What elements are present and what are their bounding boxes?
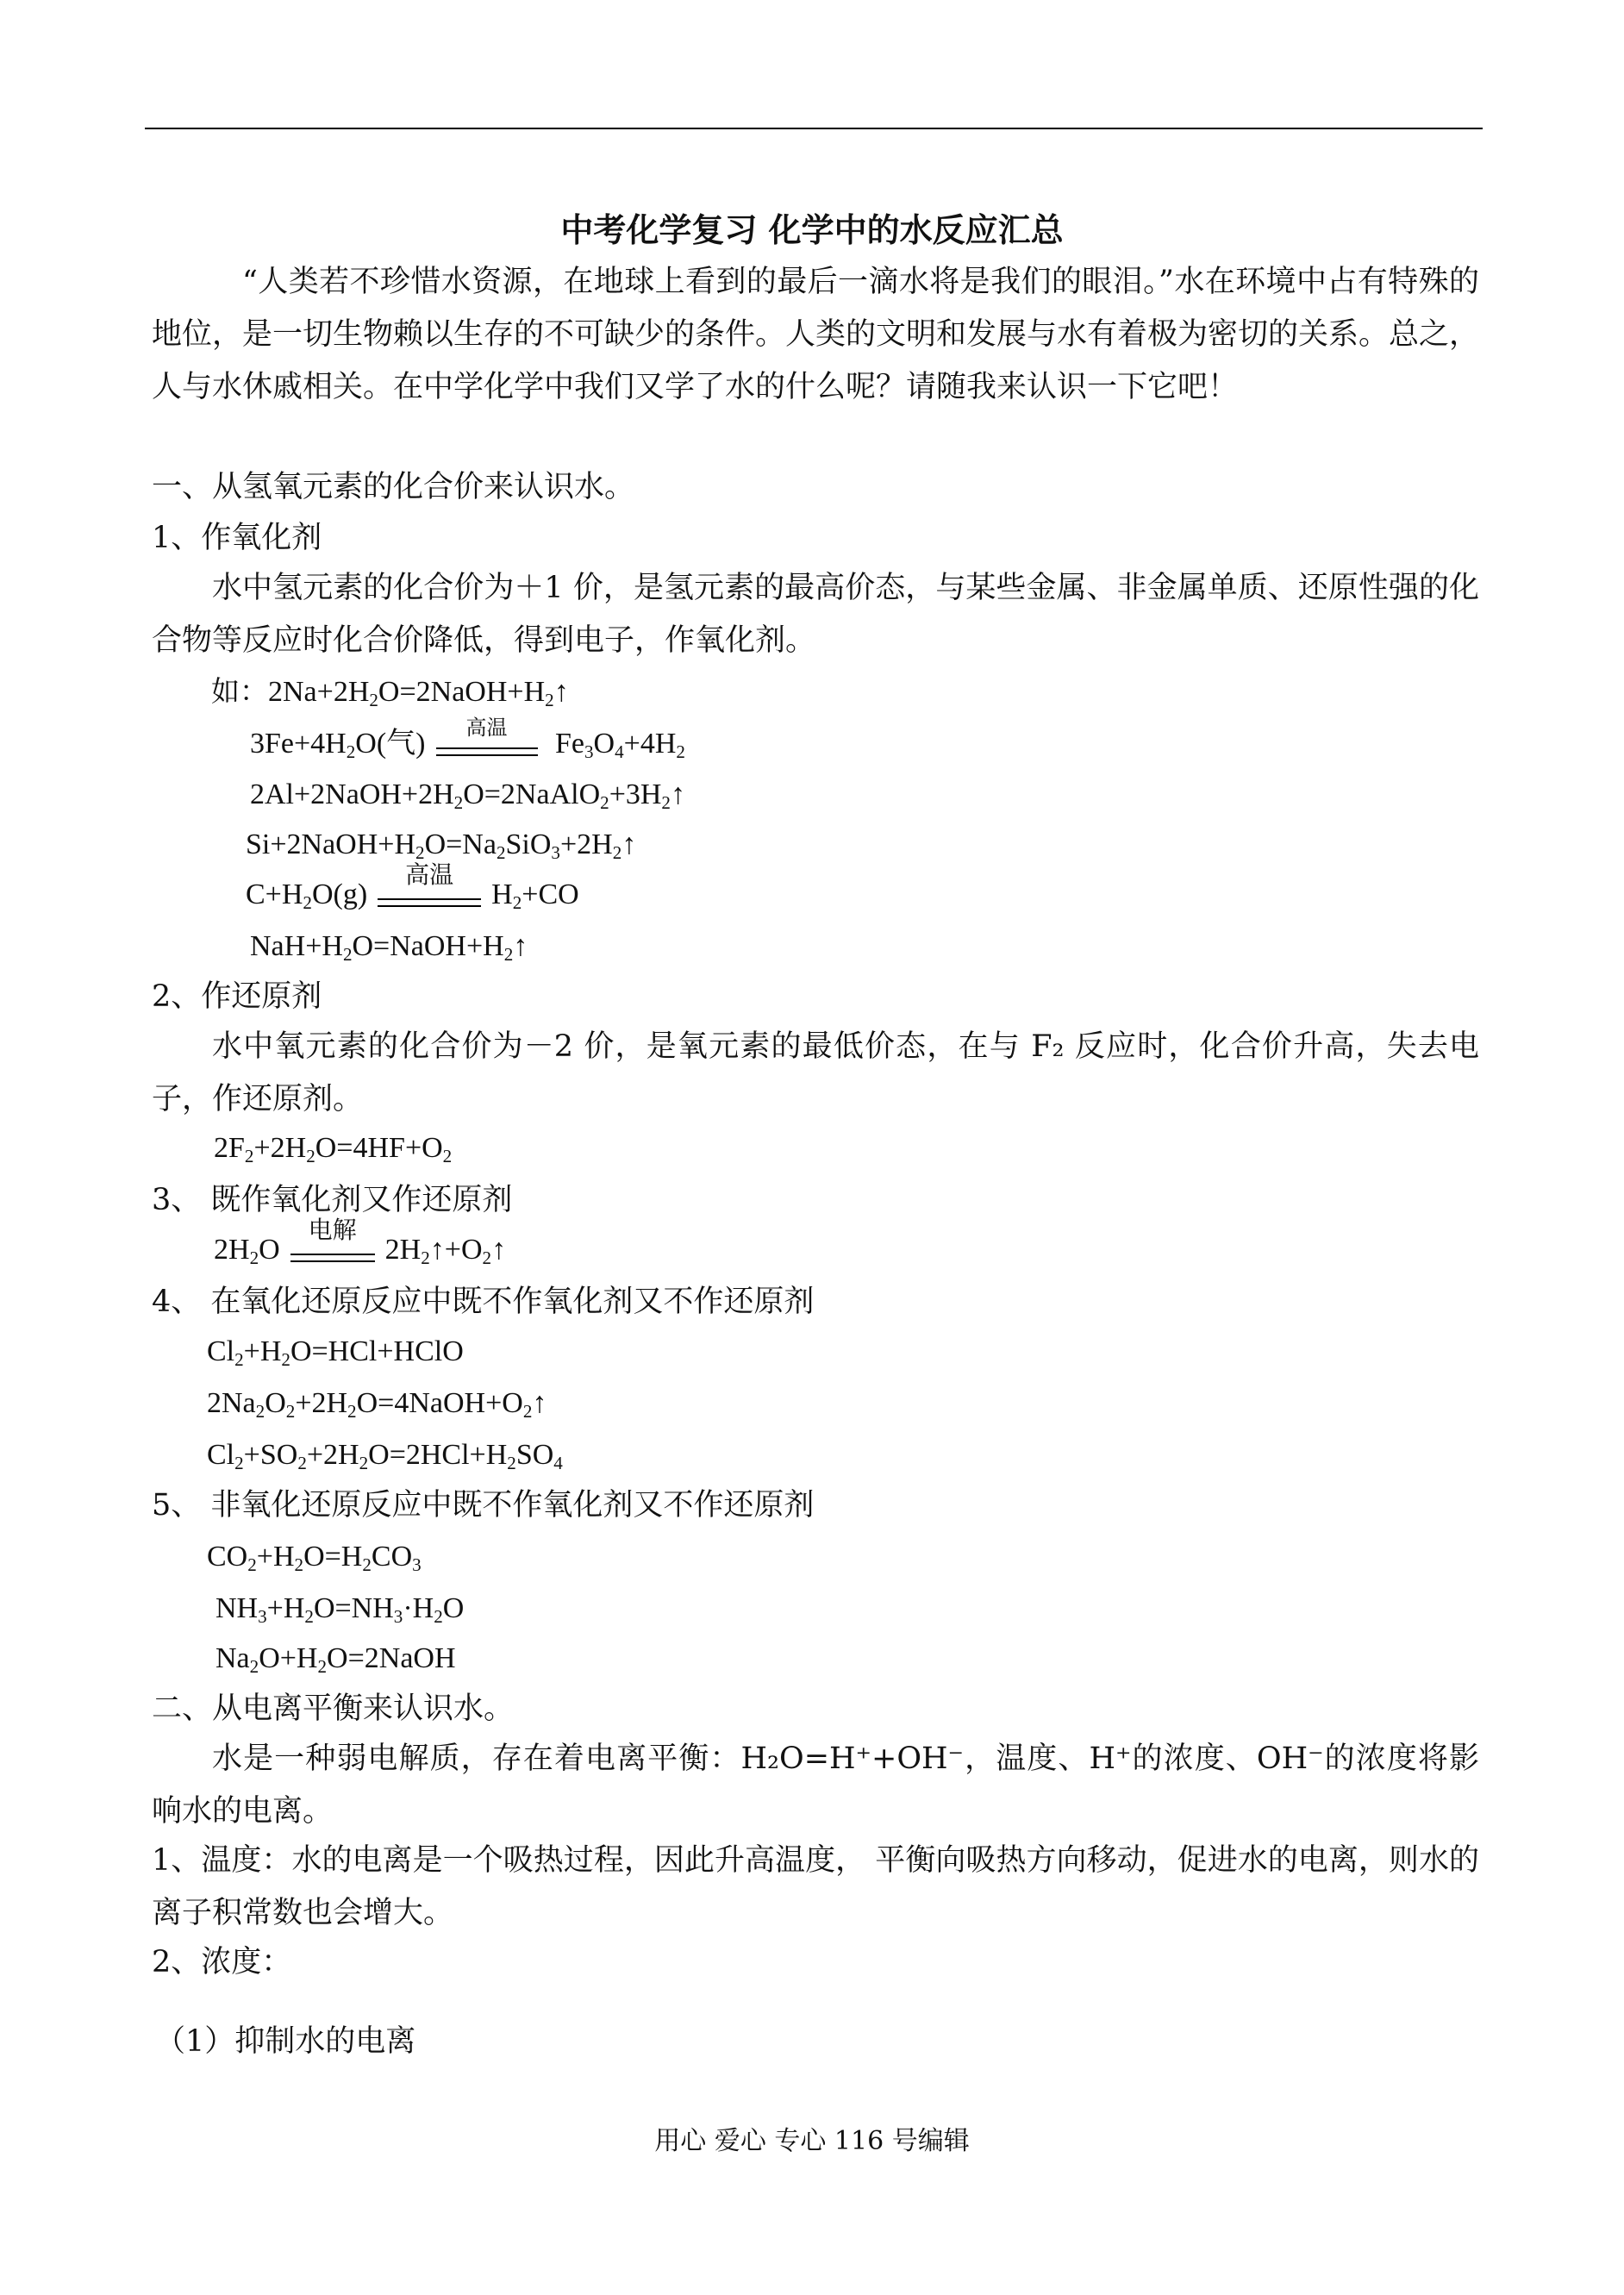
equation-11: $Cl_2+SO_2+2H_2O=2HCl+H_2SO_4$ xyxy=(207,1439,563,1473)
section2-heading: 二、从电离平衡来认识水。 xyxy=(152,1692,515,1726)
sub4-heading: 4、 在氧化还原反应中既不作氧化剂又不作还原剂 xyxy=(152,1285,815,1319)
condition-arrow: 高温 xyxy=(378,886,481,907)
section2-item2: 2、浓度： xyxy=(152,1945,292,1979)
equation-2: $3Fe+4H_2O$(气) 高温 $Fe_3O_4+4H_2$ xyxy=(250,716,685,762)
page-title: 中考化学复习 化学中的水反应汇总 xyxy=(560,210,1064,249)
equation-10: $2Na_2O_2+2H_2O=4NaOH+O_2↑$ xyxy=(207,1387,547,1422)
equation-prefix: 如： xyxy=(211,674,268,708)
equation-3: $2Al+2NaOH+2H_2O=2NaAlO_2+3H_2↑$ xyxy=(250,779,685,813)
equation-13: $NH_3+H_2O=NH_3\cdot H_2O$ xyxy=(215,1592,465,1627)
section2-text: 水是一种弱电解质，存在着电离平衡：H₂O=H⁺+OH⁻，温度、H⁺的浓度、OH⁻的浓度将影响水的电离。 xyxy=(152,1742,1479,1829)
page-footer: 用心 爱心 专心 116 号编辑 xyxy=(654,2126,970,2156)
sub3-heading: 3、 既作氧化剂又作还原剂 xyxy=(152,1183,513,1217)
condition-arrow: 高温 xyxy=(436,735,538,756)
equation-12: $CO_2+H_2O=H_2CO_3$ xyxy=(207,1541,422,1575)
section1-heading: 一、从氢氧元素的化合价来认识水。 xyxy=(152,470,635,504)
equation-8: $2H_2O$ 电解 $2H_2↑+O_2↑$ xyxy=(214,1216,507,1268)
sub2-text: 水中氧元素的化合价为－2 价，是氧元素的最低价态，在与 F₂ 反应时，化合价升高，失去电子，作还原剂。 xyxy=(152,1029,1479,1116)
equation-6: $NaH+H_2O=NaOH+H_2↑$ xyxy=(250,930,528,965)
sub1-heading: 1、作氧化剂 xyxy=(152,521,322,555)
header-rule xyxy=(145,128,1483,129)
equation-4: $Si+2NaOH+H_2O=Na_2SiO_3+2H_2↑$ xyxy=(246,829,637,863)
sub2-heading: 2、作还原剂 xyxy=(152,979,322,1014)
equation-14: $Na_2O+H_2O=2NaOH$ xyxy=(215,1642,456,1677)
equation-1: 如：$2Na+2H_2O=2NaOH+H_2↑$ xyxy=(211,674,569,710)
section2-item2-1: （1）抑制水的电离 xyxy=(155,2024,416,2059)
sub1-text: 水中氢元素的化合价为＋1 价，是氢元素的最高价态，与某些金属、非金属单质、还原性强的化合物等反应时化合价降低，得到电子，作氧化剂。 xyxy=(152,571,1479,658)
equation-9: $Cl_2+H_2O=HCl+HClO$ xyxy=(207,1335,464,1370)
equation-7: $2F_2+2H_2O=4HF+O_2$ xyxy=(214,1132,453,1166)
intro-paragraph: “人类若不珍惜水资源，在地球上看到的最后一滴水将是我们的眼泪。”水在环境中占有特殊的地位，是一切生物赖以生存的不可缺少的条件。人类的文明和发展与水有着极为密切的关系。总之，人与水休戚相关。在中学化学中我们又学了水的什么呢？请随我来认识一下它吧！ xyxy=(152,265,1480,404)
condition-arrow: 电解 xyxy=(290,1241,375,1262)
section2-item1: 1、温度：水的电离是一个吸热过程，因此升高温度， 平衡向吸热方向移动，促进水的电离，则水的离子积常数也会增大。 xyxy=(152,1843,1479,1930)
equation-5: $C+H_2O(g)$ 高温 $H_2+CO$ xyxy=(246,860,579,913)
sub5-heading: 5、 非氧化还原反应中既不作氧化剂又不作还原剂 xyxy=(152,1488,815,1523)
